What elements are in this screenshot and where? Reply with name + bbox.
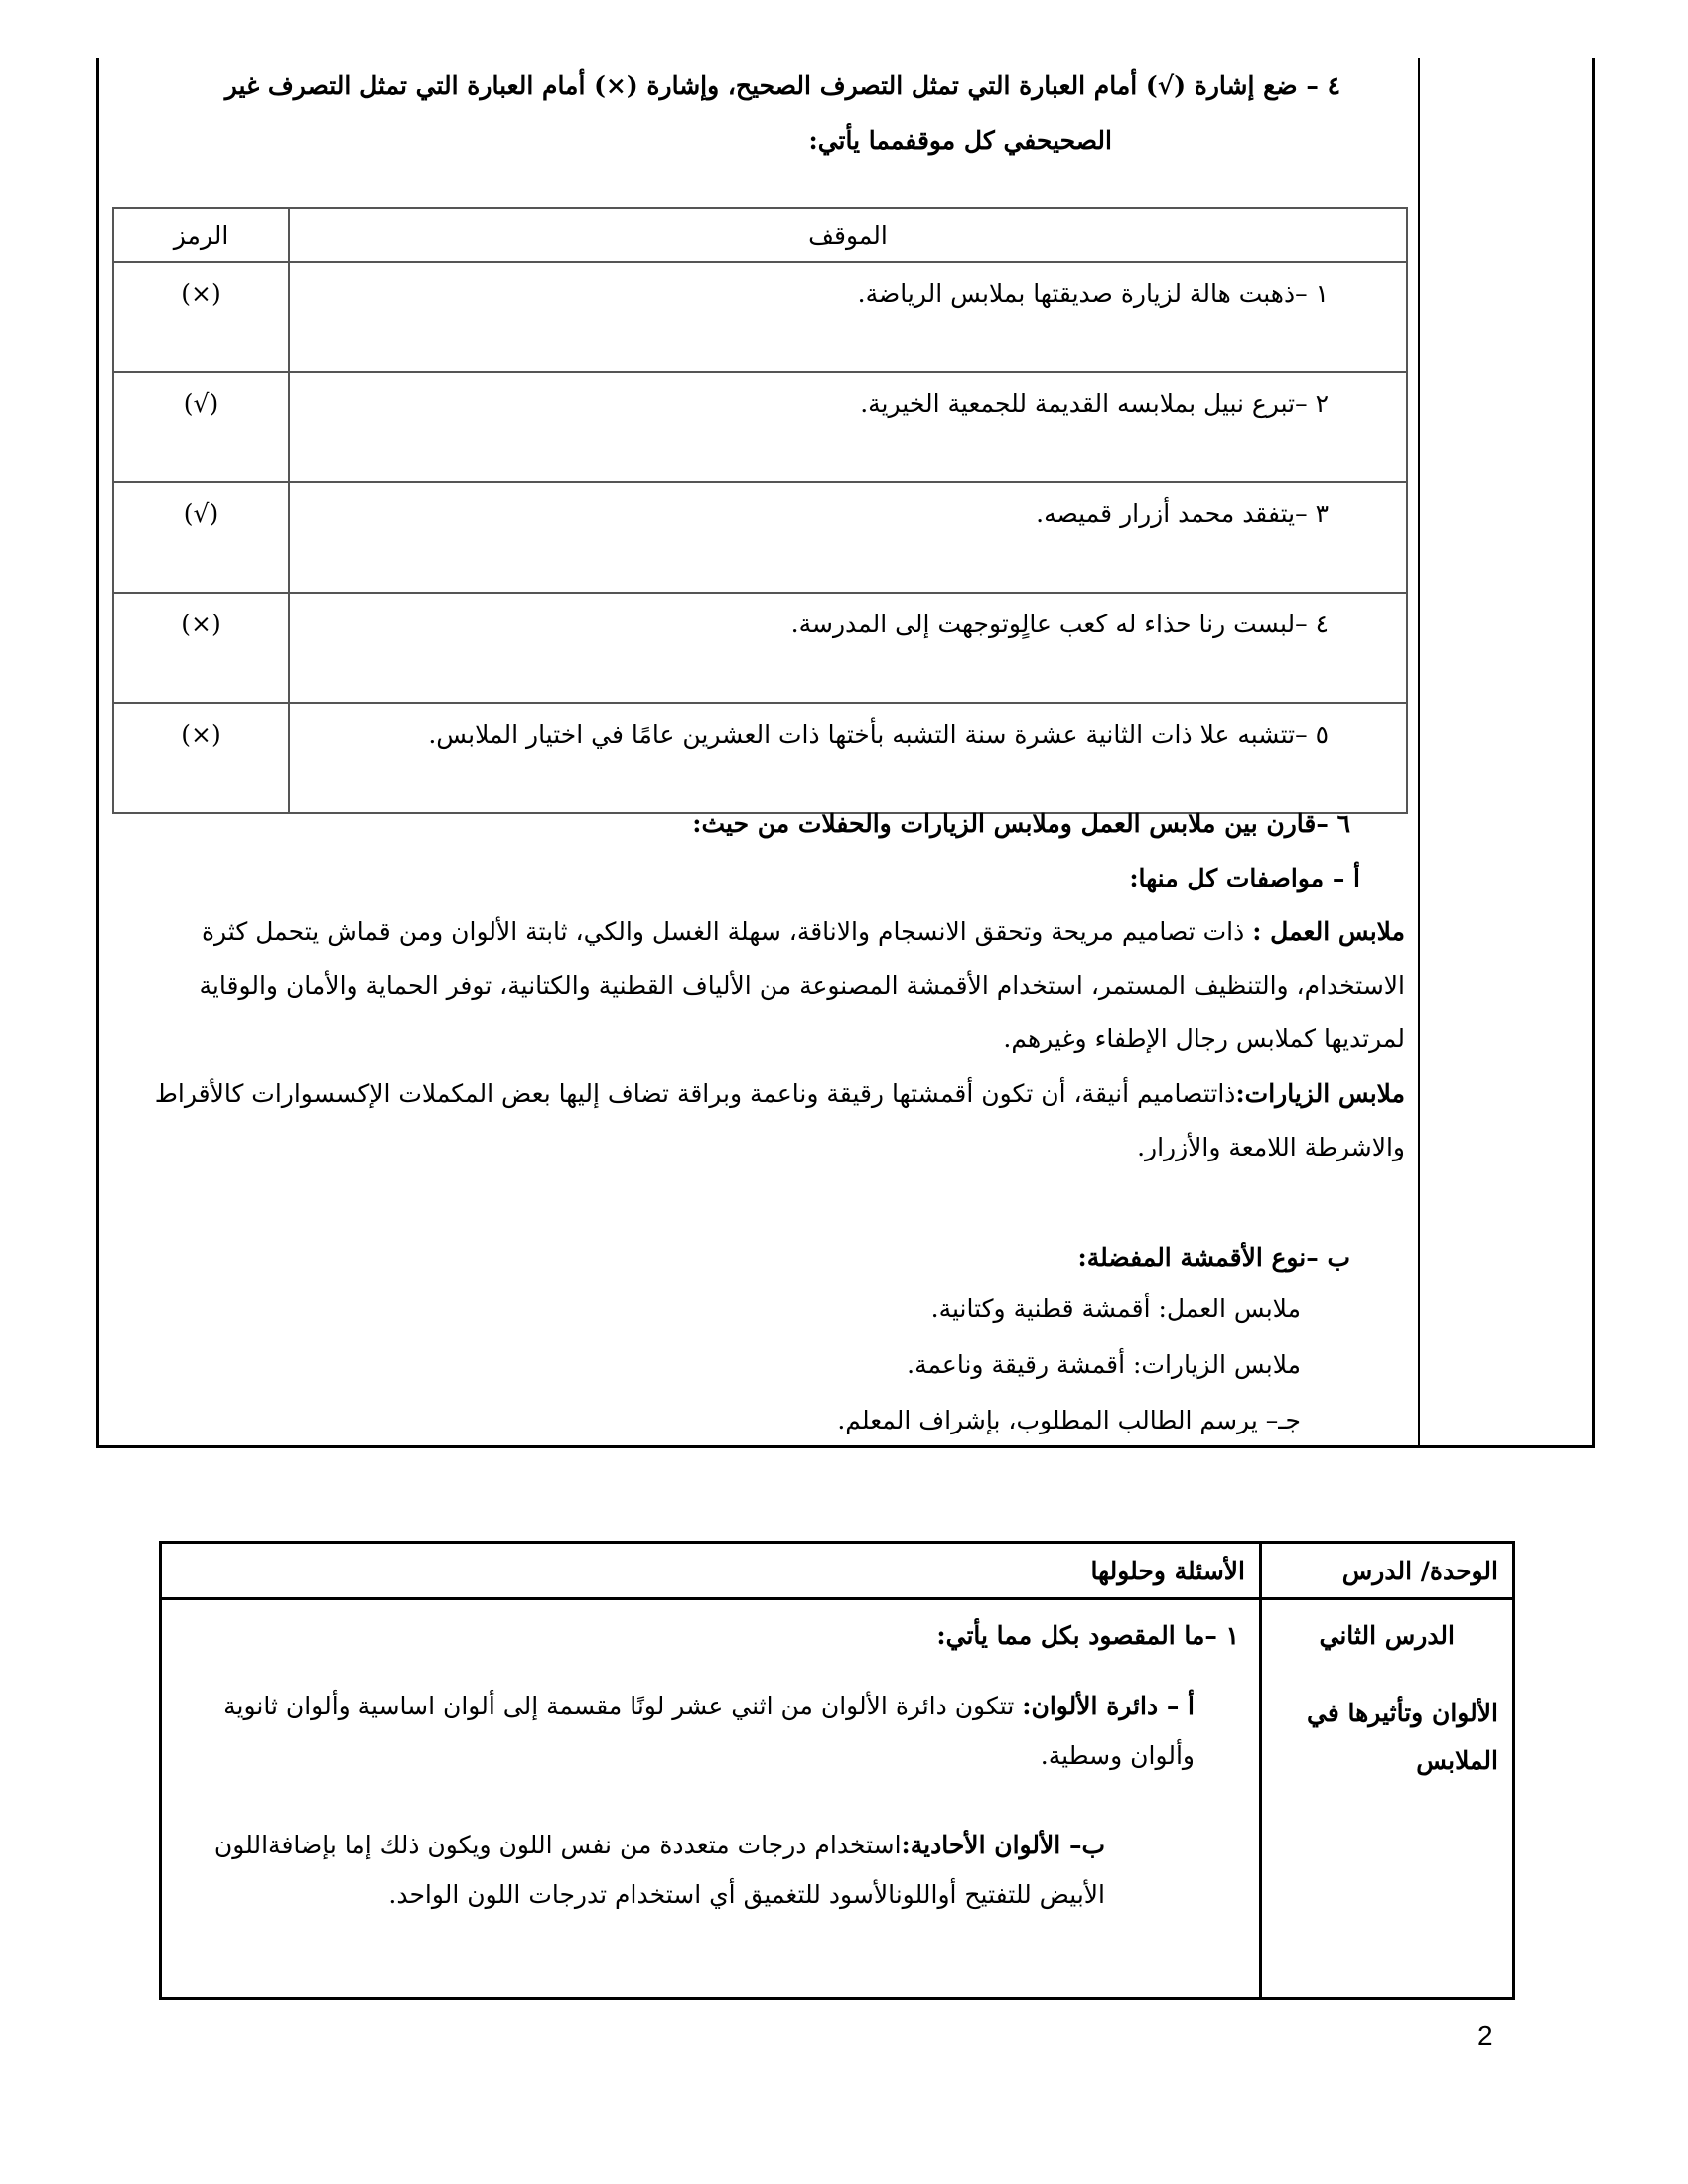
- symbol-mark: (×): [113, 262, 289, 372]
- lesson-table: [159, 1541, 1515, 2000]
- table-row: [113, 372, 1407, 482]
- question1-title: ١ –ما المقصود بكل مما يأتي:: [936, 1621, 1239, 1650]
- situations-table: [112, 207, 1408, 814]
- fabric-visit: ملابس الزيارات: أقمشة رقيقة وناعمة.: [907, 1350, 1301, 1379]
- header-symbol: الرمز: [113, 208, 289, 262]
- question4-line2: الصحيحفي كل موقفمما يأتي:: [808, 126, 1112, 155]
- question6-title: ٦ –قارن بين ملابس العمل وملابس الزيارات والحفلات من حيث:: [692, 809, 1350, 838]
- visit-clothes-line1: ملابس الزيارات:ذاتتصاميم أنيقة، أن تكون أقمشتها رقيقة وناعمة وبراقة تضاف إليها بعض المكملات الإكسسوارات كالأقراط: [154, 1079, 1405, 1108]
- situation-text: ٤ –لبست رنا حذاء له كعب عالٍوتوجهت إلى المدرسة.: [289, 593, 1407, 703]
- frame-right-border: [1592, 58, 1595, 1447]
- definition-a-label: أ – دائرة الألوان:: [1022, 1692, 1195, 1720]
- symbol-mark: (×): [113, 593, 289, 703]
- visit-clothes-label: ملابس الزيارات:: [1235, 1079, 1405, 1108]
- situations-table-header: [113, 208, 1407, 262]
- situation-text: ٥ –تتشبه علا ذات الثانية عشرة سنة التشبه بأختها ذات العشرين عامًا في اختيار الملابس.: [289, 703, 1407, 813]
- definition-b-text: استخدام درجات متعددة من نفس اللون ويكون ذلك إما بإضافةاللون: [213, 1831, 902, 1859]
- header-situation: الموقف: [289, 208, 1407, 262]
- work-clothes-line1: ملابس العمل : ذات تصاميم مريحة وتحقق الانسجام والاناقة، سهلة الغسل والكي، ثابتة الألوان ومن قماش يتحمل كثرة: [201, 917, 1405, 946]
- question6-part-c: جـ– يرسم الطالب المطلوب، بإشراف المعلم.: [837, 1406, 1301, 1434]
- lesson-table-header: [161, 1543, 1514, 1599]
- definition-b-label: ب– الألوان الأحادية:: [901, 1831, 1105, 1859]
- fabric-work: ملابس العمل: أقمشة قطنية وكتانية.: [930, 1295, 1301, 1323]
- frame-column-divider: [1418, 58, 1420, 1447]
- symbol-mark: (√): [113, 372, 289, 482]
- question4-line1: ٤ – ضع إشارة (√) أمام العبارة التي تمثل التصرف الصحيح، وإشارة (×) أمام العبارة التي تمثل التصرف غير: [224, 71, 1340, 100]
- work-clothes-paragraph: [129, 905, 1405, 1066]
- lesson-name: الدرس الثاني: [1319, 1621, 1455, 1650]
- question6-part-a-title: أ – مواصفات كل منها:: [1129, 864, 1360, 892]
- table-row: [113, 482, 1407, 593]
- table-row: [113, 262, 1407, 372]
- header-unit-lesson: الوحدة/ الدرس: [1261, 1543, 1514, 1599]
- page-number: 2: [1477, 2020, 1493, 2051]
- symbol-mark: (×): [113, 703, 289, 813]
- lesson-table-row: [161, 1599, 1514, 1999]
- work-clothes-line2: الاستخدام، والتنظيف المستمر، استخدام الأقمشة المصنوعة من الألياف القطنية والكتانية، توفر الحماية والأمان والوقاية: [199, 971, 1405, 1000]
- situation-text: ١ –ذهبت هالة لزيارة صديقتها بملابس الرياضة.: [289, 262, 1407, 372]
- definition-a-text: تتكون دائرة الألوان من اثني عشر لونًا مقسمة إلى ألوان اساسية وألوان ثانوية: [223, 1692, 1023, 1720]
- definition-a-line2: وألوان وسطية.: [1040, 1741, 1195, 1770]
- definition-b-line2: الأبيض للتفتيح أواللونالأسود للتغميق أي استخدام تدرجات اللون الواحد.: [388, 1880, 1105, 1909]
- header-questions: الأسئلة وحلولها: [161, 1543, 1261, 1599]
- work-clothes-line3: لمرتديها كملابس رجال الإطفاء وغيرهم.: [1003, 1024, 1405, 1053]
- situation-text: ٢ –تبرع نبيل بملابسه القديمة للجمعية الخيرية.: [289, 372, 1407, 482]
- question6-part-b-title: ب –نوع الأقمشة المفضلة:: [1077, 1243, 1350, 1272]
- lesson-title: الألوان وتأثيرها في الملابس: [1307, 1699, 1498, 1775]
- definition-b: [202, 1821, 1105, 1920]
- frame-left-border: [96, 58, 99, 1447]
- symbol-mark: (√): [113, 482, 289, 593]
- table-row: [113, 593, 1407, 703]
- lesson-cell: [1261, 1599, 1514, 1999]
- visit-clothes-line2: والاشرطة اللامعة والأزرار.: [1137, 1133, 1405, 1161]
- definition-a: [202, 1682, 1195, 1781]
- questions-cell: [161, 1599, 1261, 1999]
- work-clothes-label: ملابس العمل :: [1252, 917, 1405, 946]
- visit-clothes-paragraph: [129, 1067, 1405, 1174]
- table-row: [113, 703, 1407, 813]
- situation-text: ٣ –يتفقد محمد أزرار قميصه.: [289, 482, 1407, 593]
